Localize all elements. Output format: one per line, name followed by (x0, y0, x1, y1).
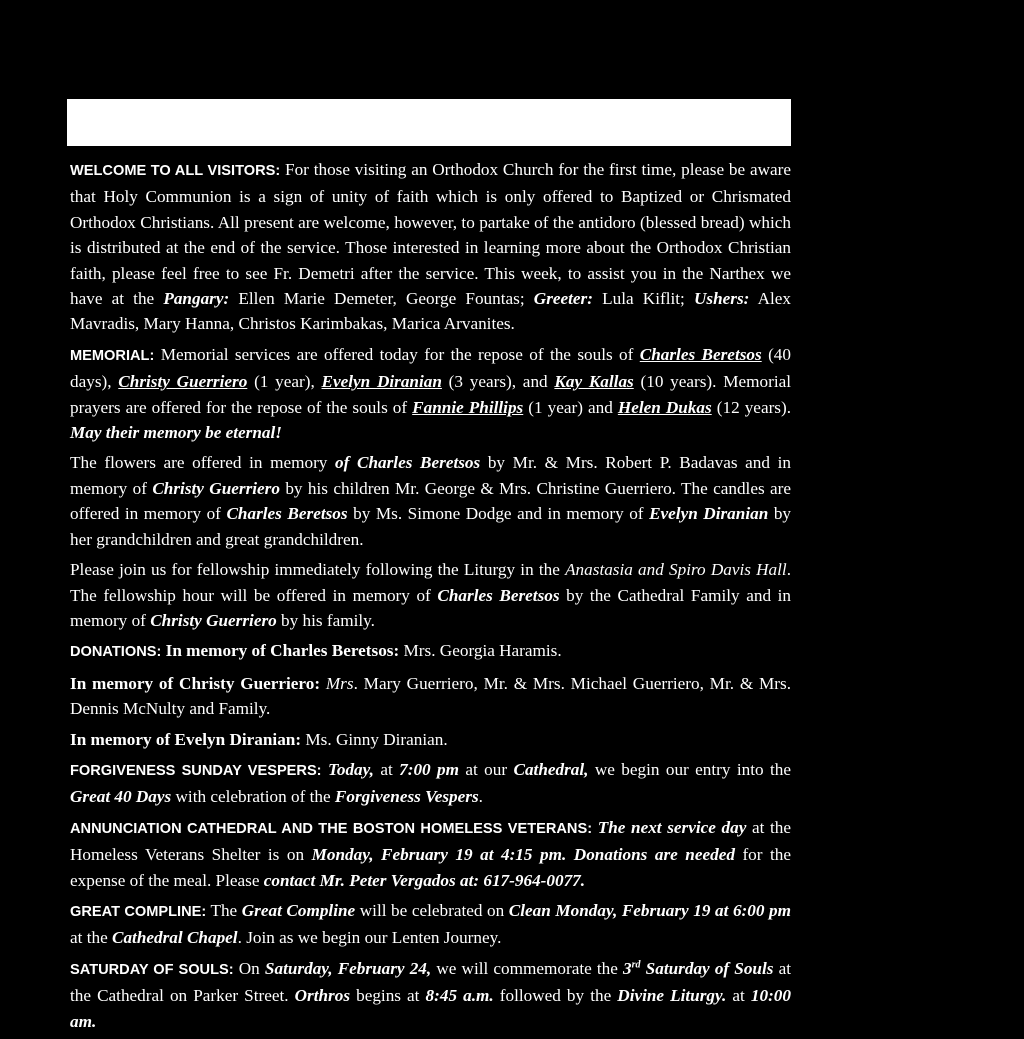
memorial-text: (3 years), and (441, 372, 555, 392)
memorial-text: Memorial services are offered today for the repose of the souls of (154, 344, 640, 364)
memorial-text: (10 years). Memorial prayers are offered for the repose of the souls of (70, 372, 791, 417)
memorial-name: Helen Dukas (617, 397, 712, 417)
souls-text: we will commemorate the (431, 958, 624, 978)
compline-text: will be celebrated on (355, 900, 509, 920)
fellowship-hall: Anastasia and Spiro Davis Hall (565, 560, 787, 580)
memorial-name: Christy Guerriero (118, 372, 248, 392)
flowers-text: by his children Mr. George & Mrs. Christine Guerriero. The candles are offered in memory of (70, 478, 791, 524)
header-bar (67, 99, 791, 146)
souls-label: SATURDAY OF SOULS: (70, 961, 234, 978)
donations-label: DONATIONS: (70, 644, 162, 661)
compline-label: GREAT COMPLINE: (70, 903, 207, 920)
forgiveness-bold: 7:00 pm (399, 759, 459, 779)
forgiveness-text: . (478, 787, 483, 807)
compline-bold: Great Compline (241, 900, 356, 920)
souls-text: On (233, 958, 265, 978)
veterans-text: at the Homeless Veterans Shelter is on (70, 817, 791, 865)
greeter-label: Greeter: (533, 289, 593, 309)
flowers-text: by Ms. Simone Dodge and in memory of (347, 504, 650, 524)
veterans-bold: Monday, February 19 at 4:15 pm. Donations are needed (311, 845, 735, 865)
fellowship-text: by his family. (276, 610, 375, 630)
souls-bold: Divine Liturgy. (617, 986, 727, 1006)
compline-text: The (206, 900, 242, 920)
veterans-bold: The next service day (592, 817, 747, 837)
donation-text: Mrs. Georgia Haramis. (399, 641, 562, 661)
forgiveness-text: at (373, 759, 400, 779)
veterans-bold: contact Mr. Peter Vergados at: 617-964-0077. (263, 870, 586, 890)
greeter-names: Lula Kiflit; (592, 289, 694, 309)
compline-bold: Cathedral Chapel (112, 928, 238, 948)
souls-text: at the Cathedral on Parker Street. (70, 958, 792, 1006)
souls-text: at (726, 986, 751, 1006)
memorial-name: Charles Beretsos (639, 344, 762, 364)
welcome-paragraph (70, 157, 791, 337)
forgiveness-paragraph (70, 757, 791, 810)
flowers-name: Christy Guerriero (152, 478, 280, 498)
donation-evelyn-paragraph (70, 727, 791, 752)
forgiveness-label: FORGIVENESS SUNDAY VESPERS: (70, 762, 322, 779)
memorial-name: Fannie Phillips (412, 397, 524, 417)
veterans-label: ANNUNCIATION CATHEDRAL AND THE BOSTON HOMELESS VETERANS: (70, 820, 593, 837)
donation-heading: In memory of Charles Beretsos: (161, 641, 400, 661)
flowers-name: Charles Beretsos (226, 504, 348, 524)
souls-bold: Saturday, February 24, (264, 958, 432, 978)
compline-bold: Clean Monday, February 19 at 6:00 pm (508, 900, 791, 920)
ushers-label: Ushers: (693, 289, 750, 309)
donation-heading: In memory of Christy Guerriero: (70, 673, 321, 693)
veterans-text: for the expense of the meal. Please (70, 845, 791, 890)
memorial-paragraph (70, 342, 791, 446)
souls-text: begins at (350, 986, 426, 1006)
donation-text: Ms. Ginny Diranian. (301, 729, 448, 749)
memorial-name: Evelyn Diranian (321, 372, 442, 392)
flowers-text: by her grandchildren and great grandchildren. (70, 504, 791, 549)
forgiveness-text: we begin our entry into the (588, 759, 791, 779)
souls-bold: 8:45 a.m. (425, 986, 494, 1006)
memorial-text: (1 year) and (523, 397, 618, 417)
donation-italic: Mrs (320, 673, 354, 693)
bulletin-content (70, 157, 791, 1039)
veterans-paragraph (70, 815, 791, 893)
forgiveness-bold: Cathedral, (513, 759, 589, 779)
welcome-text: For those visiting an Orthodox Church for the first time, please be aware that Holy Communion is a sign of unity of faith which is only offered to Baptized or Chrismated Orthodox Christians. All present are welcome, however, to partake of the antidoro (blessed bread) which is distributed at the end of the service. Those interested in learning more about the Orthodox Christian faith, please feel free to see Fr. Demetri after the service. This week, to assist you in the Narthex we have at the (70, 160, 791, 309)
pangary-names: Ellen Marie Demeter, George Fountas; (229, 289, 534, 309)
donation-christy-paragraph (70, 671, 791, 722)
compline-text: . Join as we begin our Lenten Journey. (237, 928, 502, 948)
compline-paragraph (70, 898, 791, 951)
forgiveness-text: with celebration of the (171, 787, 335, 807)
memorial-closing: May their memory be eternal! (70, 423, 282, 443)
souls-paragraph (70, 956, 791, 1034)
memorial-label: MEMORIAL: (70, 347, 155, 364)
fellowship-text: . The fellowship hour will be offered in memory of (70, 560, 791, 605)
forgiveness-bold: Forgiveness Vespers (334, 787, 479, 807)
fellowship-name: Charles Beretsos (437, 585, 560, 605)
flowers-text: by Mr. & Mrs. Robert P. Badavas and in memory of (70, 453, 792, 498)
souls-text: followed by the (493, 986, 618, 1006)
souls-bold: 10:00 am. (70, 986, 791, 1031)
welcome-label: WELCOME TO ALL VISITORS: (70, 163, 281, 179)
memorial-name: Kay Kallas (554, 372, 634, 392)
forgiveness-bold: Today, (321, 759, 374, 779)
forgiveness-bold: Great 40 Days (70, 787, 172, 807)
compline-text: at the (70, 928, 112, 948)
fellowship-text: by the Cathedral Family and in memory of (70, 585, 792, 630)
flowers-name: of Charles Beretsos (335, 453, 481, 473)
pangary-label: Pangary: (163, 289, 230, 309)
ushers-names: Alex Mavradis, Mary Hanna, Christos Karimbakas, Marica Arvanites. (70, 289, 791, 334)
donations-paragraph (70, 638, 791, 665)
fellowship-name: Christy Guerriero (150, 610, 277, 630)
fellowship-paragraph (70, 557, 791, 633)
memorial-text: (12 years). (711, 397, 792, 417)
donation-heading: In memory of Evelyn Diranian: (70, 729, 302, 749)
souls-bold: 3 (623, 958, 632, 978)
souls-superscript: rd (631, 959, 641, 971)
souls-bold: Saturday of Souls (640, 958, 774, 978)
donation-text: . Mary Guerriero, Mr. & Mrs. Michael Guerriero, Mr. & Mrs. Dennis McNulty and Family. (70, 673, 791, 719)
fellowship-text: Please join us for fellowship immediately following the Liturgy in the (70, 560, 566, 580)
flowers-name: Evelyn Diranian (649, 504, 769, 524)
flowers-text: The flowers are offered in memory (70, 453, 336, 473)
souls-bold: Orthros (294, 986, 351, 1006)
memorial-text: (1 year), (247, 372, 322, 392)
flowers-paragraph (70, 450, 791, 552)
memorial-text: (40 days), (70, 344, 791, 392)
forgiveness-text: at our (458, 759, 514, 779)
